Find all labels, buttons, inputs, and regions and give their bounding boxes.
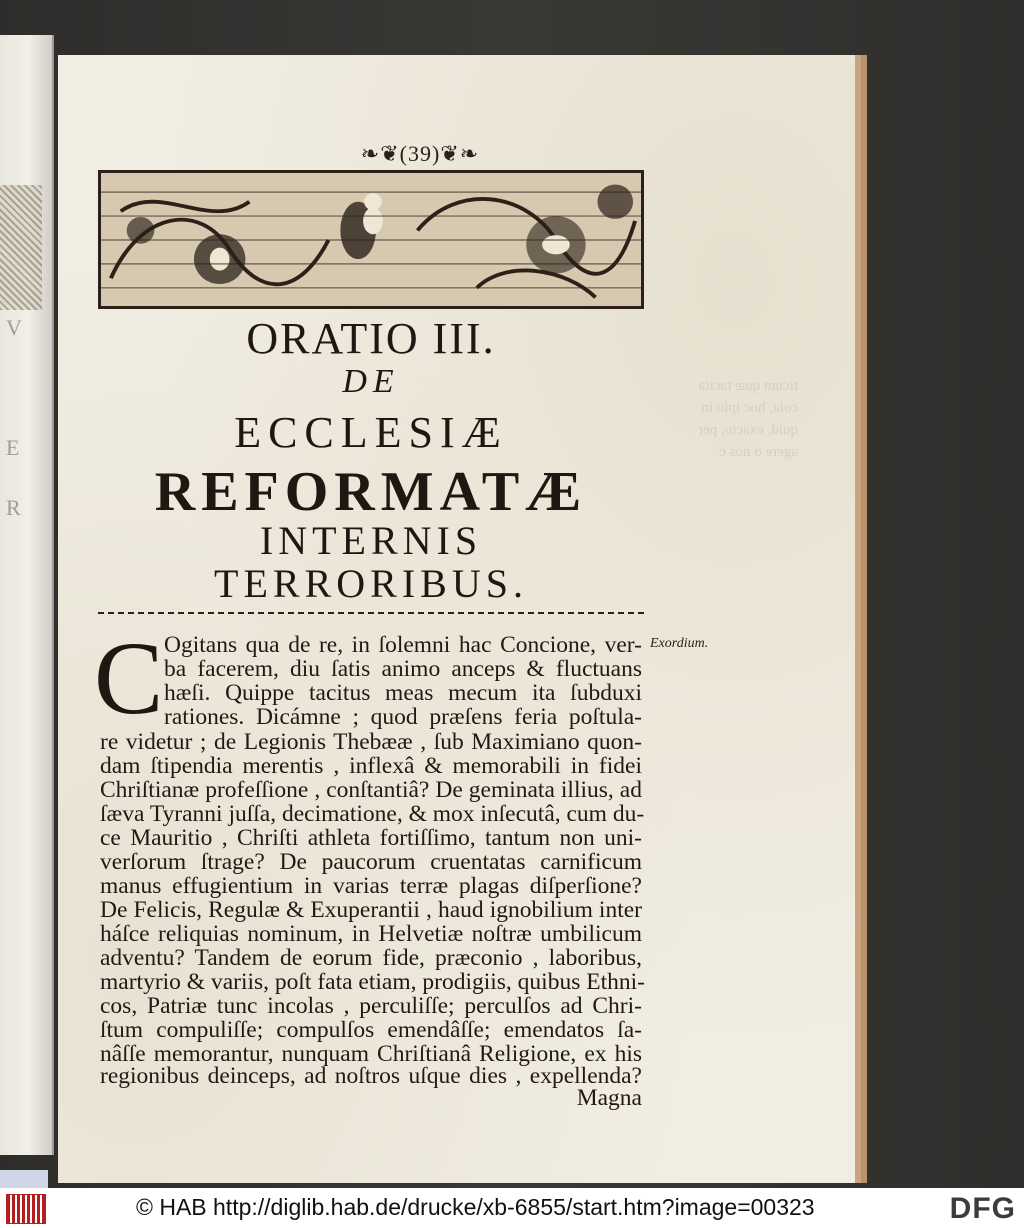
margin-note: Exordium. bbox=[650, 636, 709, 651]
body-line: adventu? Tandem de eorum fide, præconio , laboribus, bbox=[100, 945, 642, 971]
body-line: Ogitans qua de re, in ſolemni hac Concione, ver- bbox=[164, 632, 642, 658]
adjacent-page-edge bbox=[0, 35, 54, 1155]
bleed-mark: R bbox=[6, 495, 21, 520]
body-line: ſæva Tyranni juſſa, decimatione, & mox inſecutâ, cum du- bbox=[100, 801, 645, 827]
footer-bar bbox=[0, 1188, 1024, 1228]
body-line: manus effugientium in varias terræ plagas diſperſione? bbox=[100, 873, 642, 899]
body-line: ba facerem, diu ſatis animo anceps & fluctuans bbox=[164, 656, 642, 682]
page-number: ❧❦(39)❦❧ bbox=[360, 141, 480, 166]
body-line: re videtur ; de Legionis Thebææ , ſub Maximiano quon- bbox=[100, 729, 642, 755]
body-line: verſorum ſtrage? De paucorum cruentatas carnificum bbox=[100, 849, 642, 875]
body-line: háſce reliquias nominum, in Helvetiæ noſtræ umbilicum bbox=[100, 921, 642, 947]
body-line: rationes. Dicámne ; quod præſens feria poſtula- bbox=[164, 704, 642, 730]
body-line: De Felicis, Regulæ & Exuperantii , haud ignobilium inter bbox=[100, 897, 642, 923]
book-page bbox=[58, 55, 861, 1183]
section-divider bbox=[98, 612, 644, 614]
body-line: dam ſtipendia merentis , inflexâ & memorabili in fidei bbox=[100, 753, 642, 779]
barcode-icon bbox=[6, 1194, 46, 1224]
title-oratio: ORATIO III. bbox=[246, 314, 496, 363]
body-line: ce Mauritio , Chriſti athleta fortiſſimo, tantum non uni- bbox=[100, 825, 642, 851]
body-line: regionibus deinceps, ad noſtros uſque dies , expellenda? bbox=[100, 1063, 642, 1089]
bleed-mark: E bbox=[6, 435, 20, 460]
body-line: ſtum compuliſſe; compulſos emendâſſe; emendatos ſa- bbox=[100, 1017, 642, 1043]
body-line: martyrio & variis, poſt fata etiam, prodigiis, quibus Ethni- bbox=[100, 969, 645, 995]
body-line: hæſi. Quippe tacitus meas mecum ita ſubduxi bbox=[164, 680, 642, 706]
show-through-text: ticum quæ tacita coſa, hoc ipſo in quid, exacto, per agere o nos c bbox=[698, 378, 798, 460]
title-terroribus: TERRORIBUS. bbox=[214, 561, 528, 606]
bleed-mark: V bbox=[6, 315, 22, 340]
body-line: nâſſe memorantur, nunquam Chriſtianâ Religione, ex his bbox=[100, 1041, 642, 1067]
body-line: cos, Patriæ tunc incolas , perculiſſe; perculſos ad Chri- bbox=[100, 993, 642, 1019]
adjacent-woodcut bbox=[0, 185, 42, 310]
drop-cap: C bbox=[94, 621, 164, 736]
ornamental-woodcut-headpiece bbox=[98, 170, 644, 309]
dfg-logo: DFG bbox=[949, 1192, 1016, 1225]
title-internis: INTERNIS bbox=[259, 518, 483, 563]
title-ecclesiae: ECCLESIÆ bbox=[234, 408, 508, 457]
title-de: DE bbox=[342, 363, 400, 400]
catchword: Magna bbox=[576, 1085, 642, 1111]
source-url[interactable]: © HAB http://diglib.hab.de/drucke/xb-6855/start.htm?image=00323 bbox=[136, 1194, 815, 1220]
woodcut-image bbox=[101, 173, 641, 306]
body-line: Chriſtianæ profeſſione , conſtantiâ? De geminata illius, ad bbox=[100, 777, 642, 803]
title-reformatae: REFORMATÆ bbox=[154, 461, 588, 523]
